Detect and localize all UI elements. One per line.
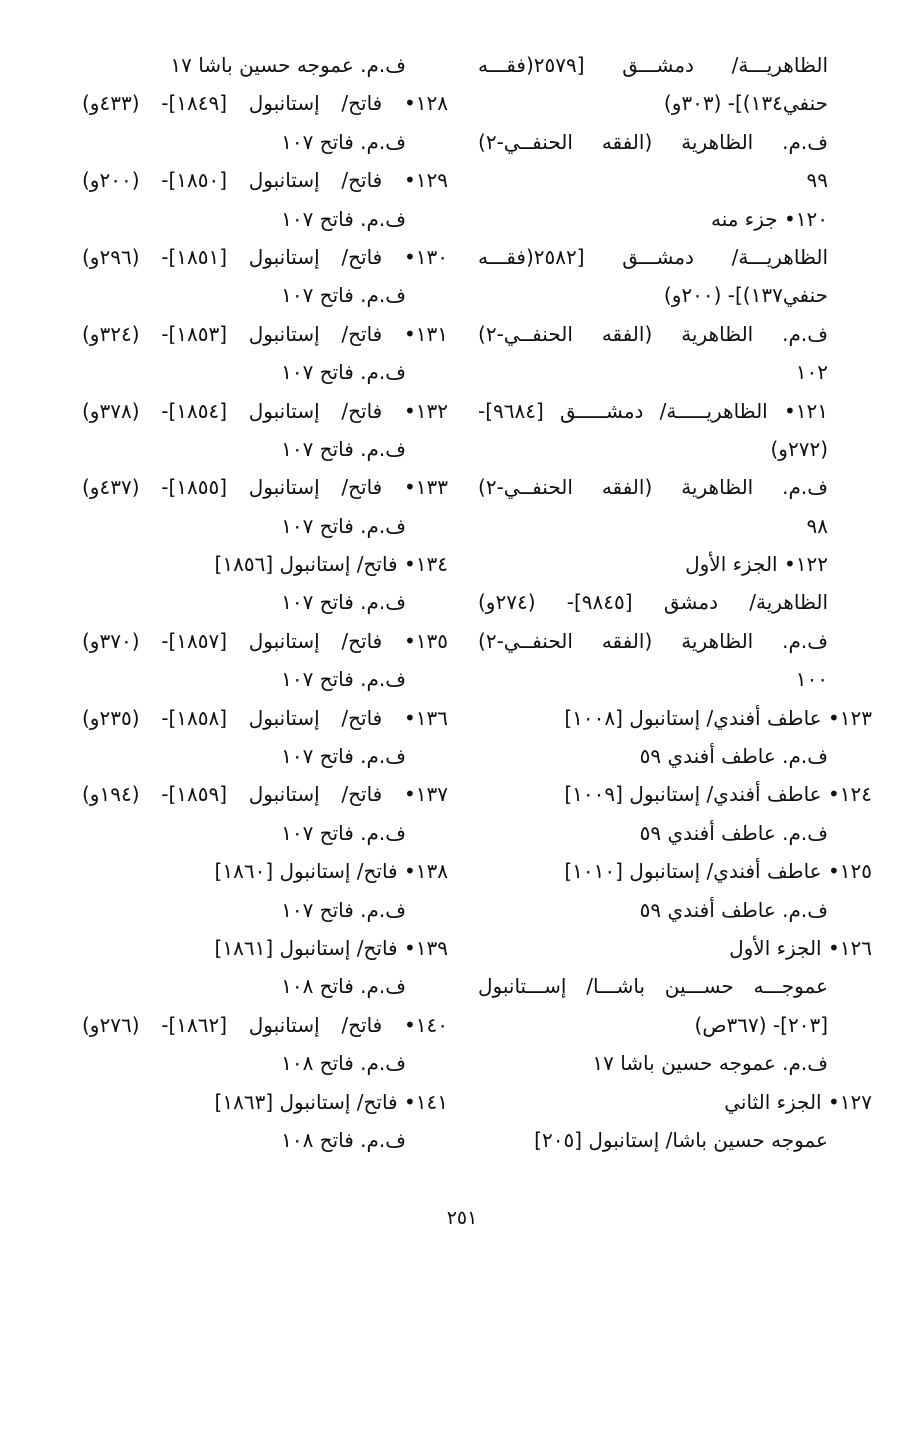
text-line: ٩٨ bbox=[806, 513, 828, 538]
text-line: حنفي١٣٤)]- (٣٠٣و) bbox=[663, 91, 828, 116]
text-line: عموجـــه حســـين باشـــا/ إســـتانبول bbox=[478, 974, 828, 999]
text-line: ف.م. عاطف أفندي ٥٩ bbox=[639, 744, 828, 769]
text-line: ١٣٣• فاتح/ إستانبول [١٨٥٥]- (٤٣٧و) bbox=[82, 475, 448, 500]
text-line: ١٢٧• الجزء الثاني bbox=[724, 1089, 872, 1114]
text-line: الظاهريـــة/ دمشـــق [٢٥٨٢(فقـــه bbox=[478, 244, 828, 269]
text-line: ١٠٢ bbox=[795, 360, 828, 385]
text-line: [٢٠٣]- (٣٦٧ص) bbox=[694, 1012, 828, 1037]
text-line: ف.م. فاتح ١٠٧ bbox=[281, 820, 406, 845]
text-line: ف.م. الظاهرية (الفقه الحنفــي-٢) bbox=[478, 475, 828, 500]
text-line: ف.م. فاتح ١٠٧ bbox=[281, 744, 406, 769]
text-line: ١٤٠• فاتح/ إستانبول [١٨٦٢]- (٢٧٦و) bbox=[82, 1012, 448, 1037]
text-line: ف.م. فاتح ١٠٧ bbox=[281, 129, 406, 154]
text-line: ف.م. فاتح ١٠٧ bbox=[281, 360, 406, 385]
text-line: ١٣٩• فاتح/ إستانبول [١٨٦١] bbox=[214, 935, 448, 960]
text-line: ف.م. عاطف أفندي ٥٩ bbox=[639, 820, 828, 845]
text-line: ف.م. عاطف أفندي ٥٩ bbox=[639, 897, 828, 922]
text-line: ١٤١• فاتح/ إستانبول [١٨٦٣] bbox=[214, 1089, 448, 1114]
text-line: عموجه حسين باشا/ إستانبول [٢٠٥] bbox=[534, 1127, 828, 1152]
text-line: ف.م. عموجه حسين باشا ١٧ bbox=[592, 1051, 828, 1076]
text-line: ١٢٣• عاطف أفندي/ إستانبول [١٠٠٨] bbox=[564, 705, 872, 730]
text-line: ف.م. فاتح ١٠٧ bbox=[281, 513, 406, 538]
text-line: ف.م. فاتح ١٠٧ bbox=[281, 283, 406, 308]
text-line: ١٣٠• فاتح/ إستانبول [١٨٥١]- (٢٩٦و) bbox=[82, 244, 448, 269]
text-line: ١٢٩• فاتح/ إستانبول [١٨٥٠]- (٢٠٠و) bbox=[82, 168, 448, 193]
text-line: ف.م. الظاهرية (الفقه الحنفــي-٢) bbox=[478, 129, 828, 154]
text-line: ف.م. فاتح ١٠٨ bbox=[281, 1051, 406, 1076]
text-line: ف.م. فاتح ١٠٧ bbox=[281, 897, 406, 922]
text-line: ١٣٥• فاتح/ إستانبول [١٨٥٧]- (٣٧٠و) bbox=[82, 628, 448, 653]
text-line: ف.م. عموجه حسين باشا ١٧ bbox=[170, 53, 406, 77]
text-line: (٢٧٢و) bbox=[770, 436, 828, 461]
text-line: ١٢٢• الجزء الأول bbox=[685, 552, 828, 577]
right-column bbox=[478, 46, 872, 1159]
text-line: ١٢٦• الجزء الأول bbox=[729, 935, 872, 960]
text-line: الظاهرية/ دمشق [٩٨٤٥]- (٢٧٤و) bbox=[478, 590, 828, 615]
text-line: ف.م. الظاهرية (الفقه الحنفــي-٢) bbox=[478, 321, 828, 346]
text-line: ٩٩ bbox=[806, 168, 828, 193]
text-line: ١٢٤• عاطف أفندي/ إستانبول [١٠٠٩] bbox=[564, 782, 872, 807]
text-line: ١٢٨• فاتح/ إستانبول [١٨٤٩]- (٤٣٣و) bbox=[82, 91, 448, 116]
text-line: ف.م. فاتح ١٠٨ bbox=[281, 974, 406, 999]
text-line: ١٠٠ bbox=[795, 667, 828, 692]
text-line: ١٢٠• جزء منه bbox=[710, 206, 828, 231]
text-line: ف.م. فاتح ١٠٧ bbox=[281, 667, 406, 692]
text-line: ف.م. فاتح ١٠٧ bbox=[281, 206, 406, 231]
text-line: ١٣٧• فاتح/ إستانبول [١٨٥٩]- (١٩٤و) bbox=[82, 782, 448, 807]
text-line: الظاهريـــة/ دمشـــق [٢٥٧٩(فقـــه bbox=[478, 53, 828, 77]
text-line: ف.م. فاتح ١٠٨ bbox=[281, 1127, 406, 1152]
left-column bbox=[82, 46, 448, 1159]
page-number: ٢٥١ bbox=[446, 1207, 478, 1229]
text-line: ١٢٥• عاطف أفندي/ إستانبول [١٠١٠] bbox=[564, 859, 872, 884]
text-line: حنفي١٣٧)]- (٢٠٠و) bbox=[663, 283, 828, 308]
text-line: ف.م. فاتح ١٠٧ bbox=[281, 590, 406, 615]
text-line: ١٢١• الظاهريـــــة/ دمشـــــق [٩٦٨٤]- bbox=[478, 398, 828, 423]
text-line: ١٣٨• فاتح/ إستانبول [١٨٦٠] bbox=[214, 859, 448, 884]
text-line: ١٣٦• فاتح/ إستانبول [١٨٥٨]- (٢٣٥و) bbox=[82, 705, 448, 730]
text-line: ف.م. الظاهرية (الفقه الحنفــي-٢) bbox=[478, 628, 828, 653]
text-line: ١٣٤• فاتح/ إستانبول [١٨٥٦] bbox=[214, 552, 448, 577]
text-line: ١٣٢• فاتح/ إستانبول [١٨٥٤]- (٣٧٨و) bbox=[82, 398, 448, 423]
text-line: ف.م. فاتح ١٠٧ bbox=[281, 436, 406, 461]
text-line: ١٣١• فاتح/ إستانبول [١٨٥٣]- (٣٢٤و) bbox=[82, 321, 448, 346]
